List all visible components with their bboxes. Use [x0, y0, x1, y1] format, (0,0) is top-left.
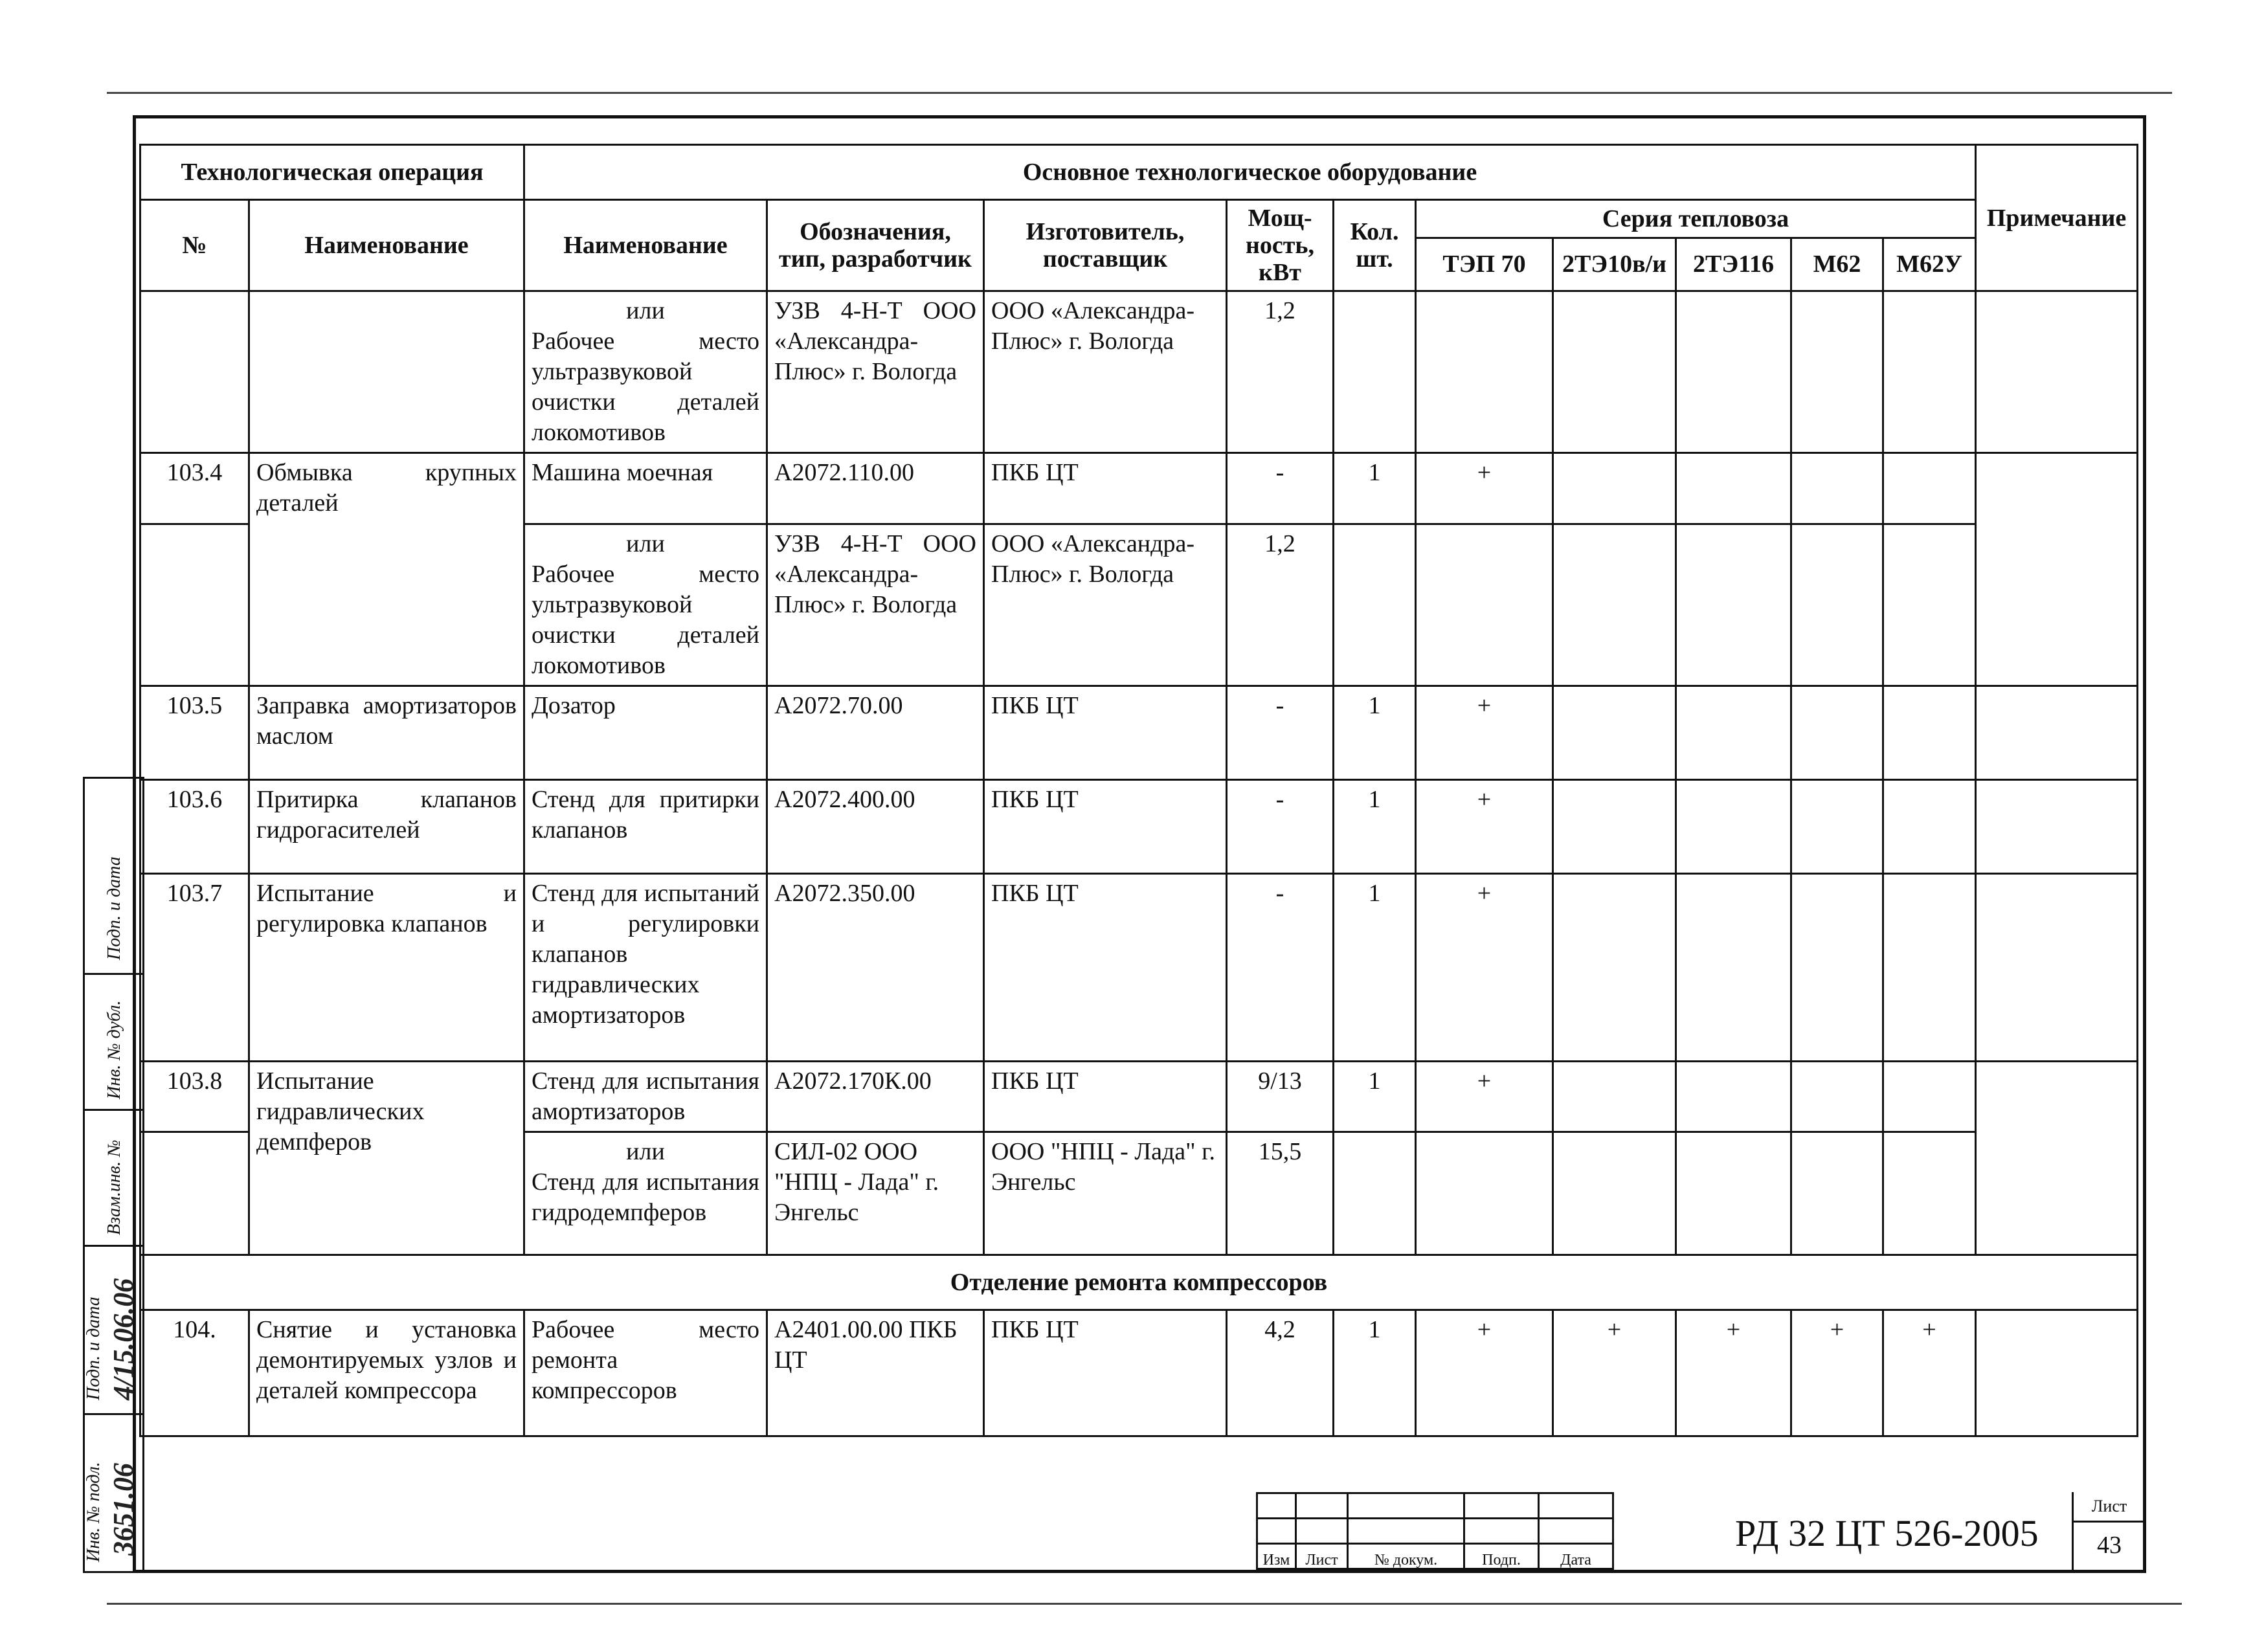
podp-label: Подп. [1464, 1544, 1539, 1569]
side-cell-vzam-inv: Взам.инв. № [85, 1109, 142, 1245]
table-row: 104. Снятие и установка демонтируемых узлов и деталей компрессора Рабочее место ремонта компрессоров А2401.00.00 ПКБ ЦТ ПКБ ЦТ 4,2 1 + + + + + [140, 1310, 2138, 1436]
sheet-box [2072, 1492, 2145, 1570]
izm-label: Изм [1257, 1544, 1296, 1569]
designation-header: Обозначения, тип, разработчик [767, 200, 984, 291]
sheet-label: Лист [2074, 1492, 2145, 1523]
num-header: № [140, 200, 249, 291]
doc-label: № докум. [1348, 1544, 1464, 1569]
list-label: Лист [1296, 1544, 1348, 1569]
eq-name-header: Наименование [524, 200, 767, 291]
equipment-table [139, 144, 2138, 1437]
top-edge-line [107, 92, 2172, 94]
table-row: 103.5 Заправка амортизаторов маслом Дозатор А2072.70.00 ПКБ ЦТ - 1 + [140, 686, 2138, 780]
side-strip [83, 777, 144, 1573]
table-row: или Рабочее место ультразвуковой очистки деталей локомотивов УЗВ 4-Н-Т ООО «Александра-Плюс» г. Вологда ООО «Александра-Плюс» г. Вологда 1,2 [140, 524, 2138, 686]
note-header: Примечание [1976, 145, 2138, 291]
table-row: 103.8 Испытание гидравлических демпферов Стенд для испытания амортизаторов А2072.170К.00 ПКБ ЦТ 9/13 1 + [140, 1062, 2138, 1132]
side-cell-inv-podl: Инв. № подл. 3651.06 [85, 1413, 142, 1575]
series-2te116: 2ТЭ116 [1676, 238, 1791, 291]
side-cell-podp-top: Подп. и дата [104, 856, 124, 960]
table-row: 103.6 Притирка клапанов гидрогасителей Стенд для притирки клапанов А2072.400.00 ПКБ ЦТ - 1 + [140, 780, 2138, 874]
side-cell-inv-dubl: Инв. № дубл. [85, 973, 142, 1109]
table-row: или Стенд для испытания гидродемпферов СИЛ-02 ООО "НПЦ - Лада" г. Энгельс ООО "НПЦ - Лада" г. Энгельс 15,5 [140, 1132, 2138, 1255]
table-row: 103.4 Обмывка крупных деталей Машина моечная А2072.110.00 ПКБ ЦТ - 1 + [140, 453, 2138, 524]
title-block [1256, 1492, 2143, 1570]
revision-grid [1256, 1492, 1614, 1570]
series-tep70: ТЭП 70 [1416, 238, 1553, 291]
bottom-edge-line [107, 1603, 2182, 1605]
document-code: РД 32 ЦТ 526-2005 [1735, 1512, 2039, 1554]
table-row: 103.7 Испытание и регулировка клапанов Стенд для испытаний и регулировки клапанов гидравлических амортизаторов А2072.350.00 ПКБ ЦТ - 1 + [140, 874, 2138, 1062]
maker-header: Изготовитель, поставщик [984, 200, 1227, 291]
sheet-number: 43 [2097, 1532, 2122, 1559]
qty-header: Кол. шт. [1334, 200, 1416, 291]
series-header: Серия тепловоза [1416, 200, 1976, 238]
equipment-header: Основное технологическое оборудование [524, 145, 1976, 200]
data-label: Дата [1539, 1544, 1613, 1569]
series-2te10: 2ТЭ10в/и [1553, 238, 1676, 291]
op-name-header: Наименование [249, 200, 524, 291]
power-header: Мощ-ность, кВт [1227, 200, 1334, 291]
table-row: или Рабочее место ультразвуковой очистки деталей локомотивов УЗВ 4-Н-Т ООО «Александра-Плюс» г. Вологда ООО «Александра-Плюс» г. Вологда 1,2 [140, 291, 2138, 453]
section-title: Отделение ремонта компрессоров [140, 1255, 2138, 1310]
series-m62: М62 [1791, 238, 1883, 291]
side-cell-podp-data: Подп. и дата 4/15.06.06 [85, 1245, 142, 1413]
series-m62u: М62У [1883, 238, 1976, 291]
tech-op-header: Технологическая операция [140, 145, 524, 200]
